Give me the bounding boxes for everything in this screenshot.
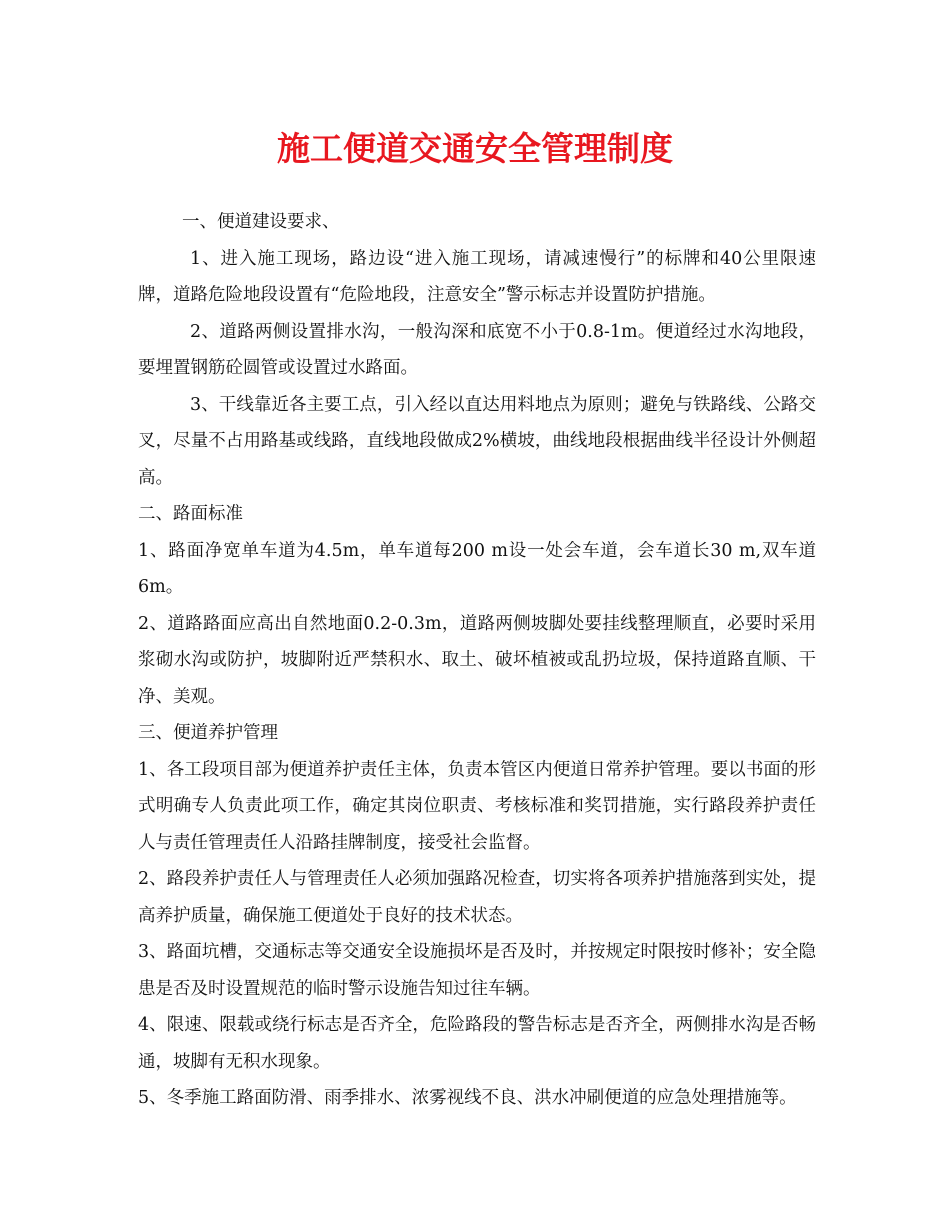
paragraph-3-1: 1、各工段项目部为便道养护责任主体，负责本管区内便道日常养护管理。要以书面的形式明确专人负责此项工作，确定其岗位职责、考核标准和奖罚措施，实行路段养护责任人与责任管理责任人沿路挂牌制度，接受社会监督。 [138,759,816,853]
paragraph-1-3: 3、干线靠近各主要工点，引入经以直达用料地点为原则；避免与铁路线、公路交叉，尽量不占用路基或线路，直线地段做成2%横坡，曲线地段根据曲线半径设计外侧超高。 [138,394,816,488]
document-title: 施工便道交通安全管理制度 [277,129,673,168]
paragraph-3-2: 2、路段养护责任人与管理责任人必须加强路况检查，切实将各项养护措施落到实处，提高养护质量，确保施工便道处于良好的技术状态。 [138,869,816,926]
paragraph-3-3: 3、路面坑槽，交通标志等交通安全设施损坏是否及时，并按规定时限按时修补；安全隐患是否及时设置规范的临时警示设施告知过往车辆。 [138,942,816,999]
paragraph-1-2: 2、道路两侧设置排水沟，一般沟深和底宽不小于0.8-1m。便道经过水沟地段，要埋置钢筋砼圆管或设置过水路面。 [138,321,816,378]
paragraph-1-1: 1、进入施工现场，路边设“进入施工现场，请减速慢行”的标牌和40公里限速牌，道路危险地段设置有“危险地段，注意安全”警示标志并设置防护措施。 [138,248,816,305]
paragraph-2-2: 2、道路路面应高出自然地面0.2-0.3m，道路两侧坡脚处要挂线整理顺直，必要时采用浆砌水沟或防护，坡脚附近严禁积水、取土、破坏植被或乱扔垃圾，保持道路直顺、干净、美观。 [138,613,816,707]
document-body [138,204,816,1117]
section-heading-2: 二、路面标准 [138,504,243,524]
paragraph-3-4: 4、限速、限载或绕行标志是否齐全，危险路段的警告标志是否齐全，两侧排水沟是否畅通，坡脚有无积水现象。 [138,1015,816,1072]
paragraph-2-1: 1、路面净宽单车道为4.5m，单车道每200 m设一处会车道，会车道长30 m,双车道6m。 [138,540,816,597]
section-heading-1: 一、便道建设要求、 [182,212,340,232]
section-heading-3: 三、便道养护管理 [138,723,278,743]
paragraph-3-5: 5、冬季施工路面防滑、雨季排水、浓雾视线不良、洪水冲刷便道的应急处理措施等。 [138,1088,797,1108]
